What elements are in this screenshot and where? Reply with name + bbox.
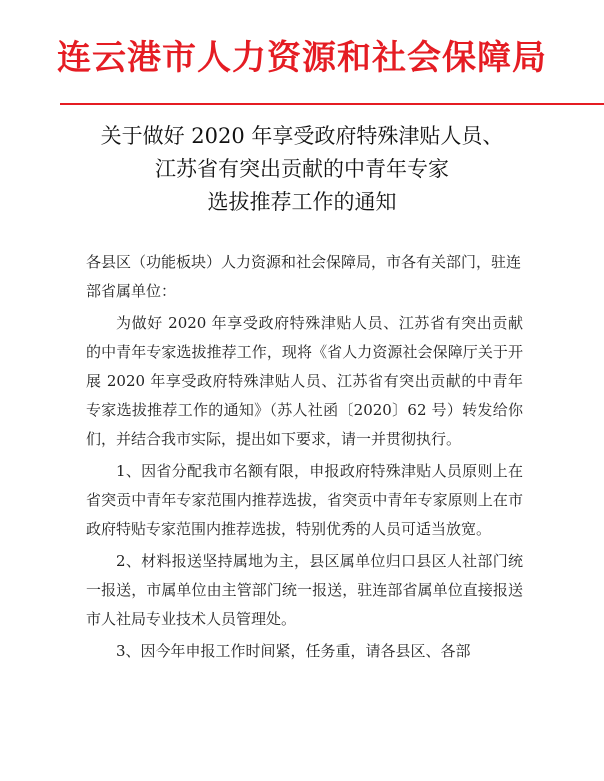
title-line-3: 选拔推荐工作的通知: [207, 190, 397, 214]
paragraph-item-2: 2、材料报送坚持属地为主，县区属单位归口县区人社部门统一报送，市属单位由主管部门统一报送，驻连部省属单位直接报送市人社局专业技术人员管理处。: [86, 552, 523, 628]
document-body: [86, 248, 523, 669]
header-divider: [60, 103, 604, 105]
title-line-2: 江苏省有突出贡献的中青年专家: [155, 157, 449, 181]
paragraph-item-1: 1、因省分配我市名额有限，申报政府特殊津贴人员原则上在省突贡中青年专家范围内推荐选拔，省突贡中青年专家原则上在市政府特贴专家范围内推荐选拔，特别优秀的人员可适当放宽。: [86, 462, 523, 538]
salutation: 各县区（功能板块）人力资源和社会保障局，市各有关部门，驻连部省属单位：: [86, 253, 522, 300]
agency-name: 连云港市人力资源和社会保障局: [57, 38, 547, 78]
title-line-1: 关于做好 2020 年享受政府特殊津贴人员、: [100, 124, 504, 148]
document-title: [0, 120, 604, 219]
paragraph-item-3: 3、因今年申报工作时间紧，任务重，请各县区、各部: [116, 642, 471, 660]
paragraph-intro: 为做好 2020 年享受政府特殊津贴人员、江苏省有突出贡献的中青年专家选拔推荐工作，现将《省人力资源社会保障厅关于开展 2020 年享受政府特殊津贴人员、江苏省有突出贡献的中青年专家选拔推荐工作的通知》（苏人社函〔2020〕62 号）转发给你们，并结合我市实际，提出如下要求，请一并贯彻执行。: [86, 314, 523, 448]
